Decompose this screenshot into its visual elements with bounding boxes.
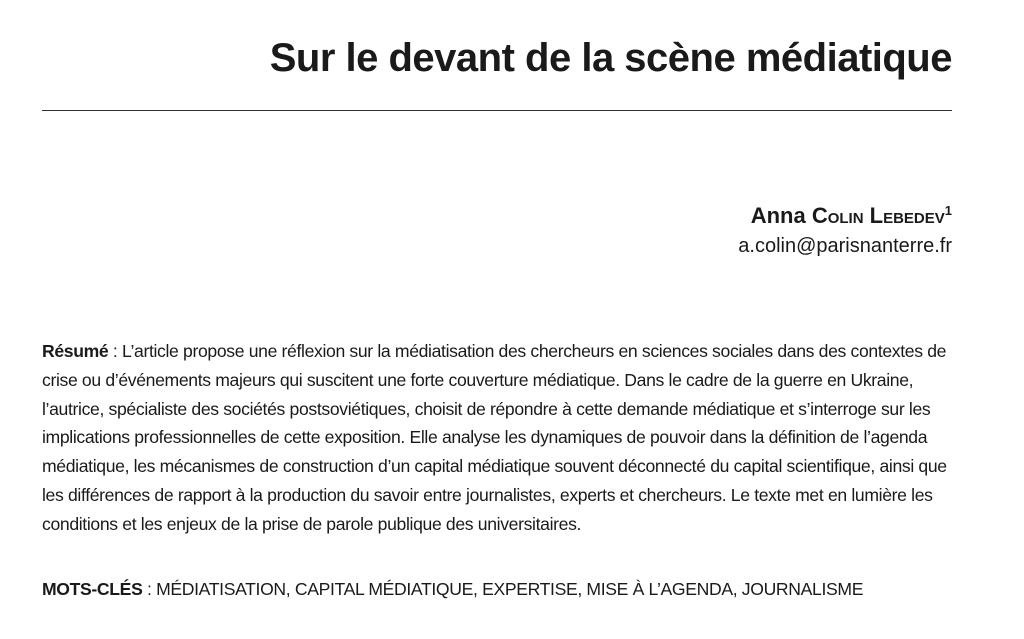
author-footnote-marker: 1 bbox=[944, 203, 952, 218]
author-block bbox=[738, 196, 952, 261]
abstract-separator: : bbox=[108, 341, 122, 361]
title-divider bbox=[42, 110, 952, 111]
keywords-separator: : bbox=[142, 579, 157, 599]
keywords-label: MOTS-CLÉS bbox=[42, 579, 143, 599]
author-email: a.colin@parisnanterre.fr bbox=[738, 235, 952, 257]
author-name bbox=[738, 196, 952, 231]
abstract-label: Résumé bbox=[42, 341, 109, 361]
abstract-text: L’article propose une réflexion sur la médiatisation des chercheurs en sciences sociales dans des contextes de crise ou d’événements majeurs qui suscitent une forte couverture médiatique. Dans le cadre de la guerre en Ukraine, l’autrice, spécialiste des sociétés postsoviétiques, choisit de répondre à cette demande médiatique et s’interroge sur les implications professionnelles de cette exposition. Elle analyse les dynamiques de pouvoir dans la définition de l’agenda médiatique, les mécanismes de construction d’un capital médiatique souvent déconnecté du capital scientifique, ainsi que les différences de rapport à la production du savoir entre journalistes, experts et chercheurs. Le texte met en lumière les conditions et les enjeux de la prise de parole publique des universitaires. bbox=[42, 341, 947, 534]
abstract bbox=[42, 337, 972, 539]
author-first-name: Anna bbox=[750, 203, 812, 228]
keywords bbox=[42, 575, 972, 603]
keywords-text: MÉDIATISATION, CAPITAL MÉDIATIQUE, EXPERTISE, MISE À L’AGENDA, JOURNALISME bbox=[156, 579, 864, 599]
article-title: Sur le devant de la scène médiatique bbox=[269, 36, 952, 80]
author-last-name: Colin Lebedev bbox=[811, 203, 945, 228]
